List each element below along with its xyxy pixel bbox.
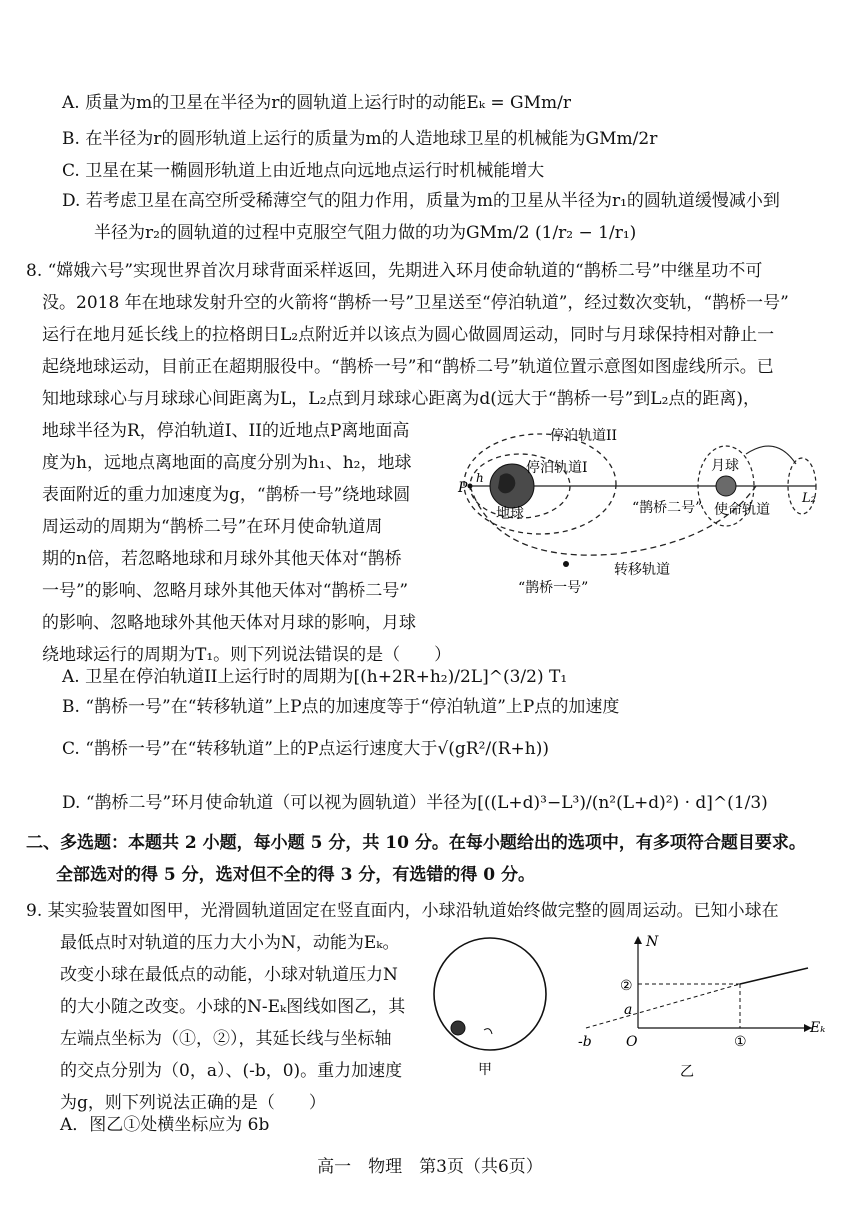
q8-line: 地球半径为R，停泊轨道I、II的近地点P离地面高 (42, 421, 410, 441)
q9-line: 最低点时对轨道的压力大小为N，动能为Eₖ。 (60, 933, 400, 953)
orbit-diagram (456, 414, 828, 604)
q9-line: 为g，则下列说法正确的是（ ） (60, 1093, 326, 1113)
q8-line: 期的n倍，若忽略地球和月球外其他天体对“鹊桥 (42, 549, 402, 569)
q7-option-d-cont: 半径为r₂的圆轨道的过程中克服空气阻力做的功为GMm/2 (1/r₂ − 1/r₁) (94, 223, 637, 243)
q8-option-b: B. “鹊桥一号”在“转移轨道”上P点的加速度等于“停泊轨道”上P点的加速度 (62, 697, 620, 717)
label-h: h (476, 471, 484, 485)
label-yi: 乙 (680, 1064, 694, 1080)
label-earth: 地球 (496, 506, 524, 522)
q8-line: 运行在地月延长线上的拉格朗日L₂点附近并以该点为圆心做圆周运动，同时与月球保持相对静止一 (42, 325, 775, 345)
q8-line: 度为h，远地点离地面的高度分别为h₁、h₂，地球 (42, 453, 412, 473)
parking-orbit-2 (464, 434, 616, 534)
moon-icon (716, 476, 736, 496)
q7-option-b: B. 在半径为r的圆形轨道上运行的质量为m的人造地球卫星的机械能为GMm/2r (62, 129, 658, 149)
label-orbit-1: 停泊轨道I (526, 460, 588, 476)
circular-track (434, 938, 546, 1050)
mark-2: ② (620, 978, 633, 994)
mark-a: a (624, 1002, 633, 1018)
q9-option-a: A．图乙①处横坐标应为 6b (60, 1115, 270, 1135)
mark-b: -b (578, 1034, 592, 1050)
q8-line: 绕地球运行的周期为T₁。则下列说法错误的是（ ） (42, 645, 452, 665)
section-2-heading: 二、多选题：本题共 2 小题，每小题 5 分，共 10 分。在每小题给出的选项中，有多项符合题目要求。 (26, 833, 806, 853)
n-ek-line (740, 968, 808, 984)
q8-line: 没。2018 年在地球发射升空的火箭将“鹊桥一号”卫星送至“停泊轨道”，经过数次变轨，“鹊桥一号” (42, 293, 789, 313)
q7-option-a: A. 质量为m的卫星在半径为r的圆轨道上运行时的动能Eₖ = GMm/r (62, 93, 571, 113)
mark-1: ① (734, 1034, 747, 1050)
q7-option-d: D. 若考虑卫星在高空所受稀薄空气的阻力作用，质量为m的卫星从半径为r₁的圆轨道缓慢减小到 (62, 191, 780, 211)
page-footer: 高一 物理 第3页（共6页） (317, 1157, 543, 1177)
qq1-satellite-icon (563, 561, 569, 567)
q8-line: 的影响、忽略地球外其他天体对月球的影响，月球 (42, 613, 416, 633)
label-qq2: “鹊桥二号” (632, 500, 703, 516)
q8-line: 8. “嫦娥六号”实现世界首次月球背面采样返回，先期进入环月使命轨道的“鹊桥二号”中继星功不可 (26, 261, 763, 281)
extension-line (586, 984, 740, 1028)
mark-o: O (626, 1034, 638, 1050)
axis-ek-label: Eₖ (810, 1020, 826, 1036)
label-qq1: “鹊桥一号” (518, 580, 589, 596)
label-l2: L₂ (802, 491, 816, 506)
figure-yi (566, 928, 828, 1088)
q9-line: 的大小随之改变。小球的N-Eₖ图线如图乙，其 (60, 997, 406, 1017)
q8-line: 一号”的影响、忽略月球外其他天体对“鹊桥二号” (42, 581, 409, 601)
q8-line: 起绕地球运动，目前正在超期服役中。“鹊桥一号”和“鹊桥二号”轨道位置示意图如图虚线所示。已 (42, 357, 774, 377)
q8-option-d: D. “鹊桥二号”环月使命轨道（可以视为圆轨道）半径为[((L+d)³−L³)/(n²(L+d)²) · d]^(1/3) (62, 793, 768, 813)
q9-line: 9. 某实验装置如图甲，光滑圆轨道固定在竖直面内，小球沿轨道始终做完整的圆周运动。已知小球在 (26, 901, 779, 921)
section-2-rule: 全部选对的得 5 分，选对但不全的得 3 分，有选错的得 0 分。 (56, 865, 535, 885)
axis-n-label: N (646, 934, 659, 950)
label-mission: 使命轨道 (714, 502, 770, 518)
figure-jia (428, 930, 558, 1080)
q8-option-c: C. “鹊桥一号”在“转移轨道”上的P点运行速度大于√(gR²/(R+h)) (62, 739, 549, 759)
label-jia: 甲 (478, 1062, 492, 1078)
q8-option-a: A. 卫星在停泊轨道II上运行时的周期为[(h+2R+h₂)/2L]^(3/2) T₁ (62, 667, 568, 687)
q9-line: 左端点坐标为（①，②），其延长线与坐标轴 (60, 1029, 392, 1049)
label-orbit-2: 停泊轨道II (550, 428, 618, 444)
q7-option-c: C. 卫星在某一椭圆形轨道上由近地点向远地点运行时机械能增大 (62, 161, 545, 181)
q9-line: 的交点分别为（0，a）、(-b，0)。重力加速度 (60, 1061, 403, 1081)
label-moon: 月球 (711, 458, 739, 474)
label-transfer: 转移轨道 (614, 562, 670, 578)
q8-line: 表面附近的重力加速度为g，“鹊桥一号”绕地球圆 (42, 485, 411, 505)
label-p: P (458, 480, 468, 496)
ball-icon (451, 1021, 465, 1035)
q8-line: 周运动的周期为“鹊桥二号”在环月使命轨道周 (42, 517, 383, 537)
q9-line: 改变小球在最低点的动能，小球对轨道压力N (60, 965, 398, 985)
point-p-icon (468, 484, 473, 489)
q8-line: 知地球球心与月球球心间距离为L，L₂点到月球球心距离为d(远大于“鹊桥一号”到L₂点的距离)， (42, 389, 761, 409)
